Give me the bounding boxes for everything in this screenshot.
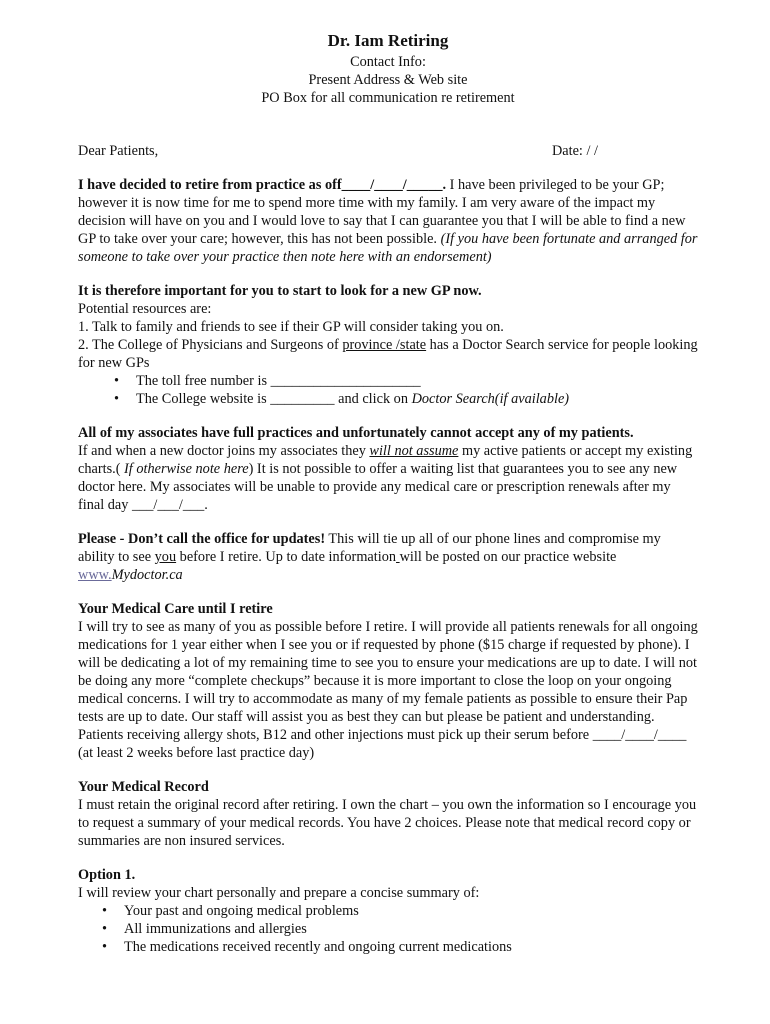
resource-bullet-list — [78, 372, 698, 408]
new-gp-section — [78, 282, 698, 408]
associates-text-3: ) It is not possible to offer a waiting list that guarantees you to see any new doctor here. My associates will be unable to provide any medical care or prescription renewals after my final day ___/___/___. — [78, 461, 678, 513]
present-address-line: Present Address & Web site — [308, 72, 468, 88]
practice-website-link[interactable] — [78, 567, 183, 583]
list-item: • All immunizations and allergies — [78, 920, 698, 938]
associates-heading: All of my associates have full practices and unfortunately cannot accept any of my patients. — [78, 425, 634, 441]
medical-care-section — [78, 600, 698, 762]
updates-heading: Please - Don’t call the office for updates! — [78, 531, 326, 547]
college-website-text: The College website is _________ and click on — [136, 391, 412, 407]
list-item — [78, 372, 698, 390]
resources-label: Potential resources are: — [78, 301, 212, 317]
associates-text: If and when a new doctor joins my associates they — [78, 443, 370, 459]
medical-record-paragraph: I must retain the original record after retiring. I own the chart – you own the information so I encourage you to request a summary of your medical records. You have 2 choices. Please note that medical record copy or summaries are non insured services. — [78, 797, 697, 849]
will-not-assume-text: will not assume — [369, 443, 459, 459]
new-gp-heading: It is therefore important for you to start to look for a new GP now. — [78, 283, 482, 299]
updates-text-2: before I retire. Up to date information — [176, 549, 397, 565]
option1-heading: Option 1. — [78, 867, 136, 883]
medical-care-heading: Your Medical Care until I retire — [78, 601, 273, 617]
po-box-line: PO Box for all communication re retirement — [261, 90, 515, 106]
doctor-name-title: Dr. Iam Retiring — [327, 31, 449, 50]
summary-bullet-list — [78, 902, 698, 956]
resource-item-2 — [78, 336, 698, 372]
otherwise-note-text: If otherwise note here — [124, 461, 249, 477]
updates-text-3: will be posted on our practice website — [399, 549, 617, 565]
toll-free-number-text: The toll free number is _____________________ — [136, 373, 421, 389]
website-prefix: www. — [78, 567, 112, 583]
list-item: • The medications received recently and ongoing current medications — [78, 938, 698, 956]
updates-text: This will tie up all of our phone lines and compromise my ability to see — [78, 531, 661, 565]
retirement-date-statement: I have decided to retire from practice as off____/____/_____. — [78, 177, 447, 193]
you-emphasis: you — [154, 549, 177, 565]
doctor-search-text: Doctor Search(if available) — [411, 391, 570, 407]
resource-item-2-text: 2. The College of Physicians and Surgeons of — [78, 337, 343, 353]
list-item: • Your past and ongoing medical problems — [78, 902, 698, 920]
contact-info-label: Contact Info: — [350, 54, 426, 70]
letter-header — [78, 30, 698, 107]
endorsement-note: (If you have been fortunate and arranged for someone to take over your practice then note here with an endorsement) — [78, 231, 698, 265]
website-domain: Mydoctor.ca — [111, 567, 183, 583]
intro-paragraph — [78, 176, 698, 266]
medical-record-heading: Your Medical Record — [78, 779, 209, 795]
intro-text: I have been privileged to be your GP; however it is now time for me to spend more time with my family. I am very aware of the impact my decision will have on you and I would love to say that I can guarantee you that I will be able to find a new GP to take over your care; however, this has not been possible. — [78, 177, 686, 247]
updates-paragraph — [78, 530, 698, 584]
associates-section — [78, 424, 698, 514]
date-field: Date: / / — [551, 143, 598, 159]
medical-record-section — [78, 778, 698, 850]
option1-paragraph: I will review your chart personally and prepare a concise summary of: — [78, 885, 480, 901]
option1-section — [78, 866, 698, 956]
list-item — [78, 390, 698, 408]
associates-paragraph — [78, 442, 698, 514]
greeting-row — [78, 142, 698, 160]
province-state-text: province /state — [342, 337, 427, 353]
letter-body — [78, 30, 698, 956]
associates-text-2: my active patients or accept my existing charts.( — [78, 443, 693, 477]
medical-care-paragraph: I will try to see as many of you as possible before I retire. I will provide all patients renewals for all ongoing medications for 1 year either when I see you or if requested by phone ($15 charge if requested by phone). I will be dedicating a lot of my remaining time to see you to ensure your medications are up to date. I will not be doing any more “complete checkups” because it is more important to close the loop on your ongoing medical concerns. I will try to accommodate as many of my female patients as possible to ensure their Pap tests are up to date. Our staff will assist you as best they can but please be patient and understanding. Patients receiving allergy shots, B12 and other injections must pick up their serum before ____/____/____ (at least 2 weeks before last practice day) — [78, 619, 698, 761]
resource-item-2-text-end: has a Doctor Search service for people looking for new GPs — [78, 337, 698, 371]
salutation: Dear Patients, — [78, 143, 159, 159]
resource-item-1: 1. Talk to family and friends to see if their GP will consider taking you on. — [78, 319, 504, 335]
